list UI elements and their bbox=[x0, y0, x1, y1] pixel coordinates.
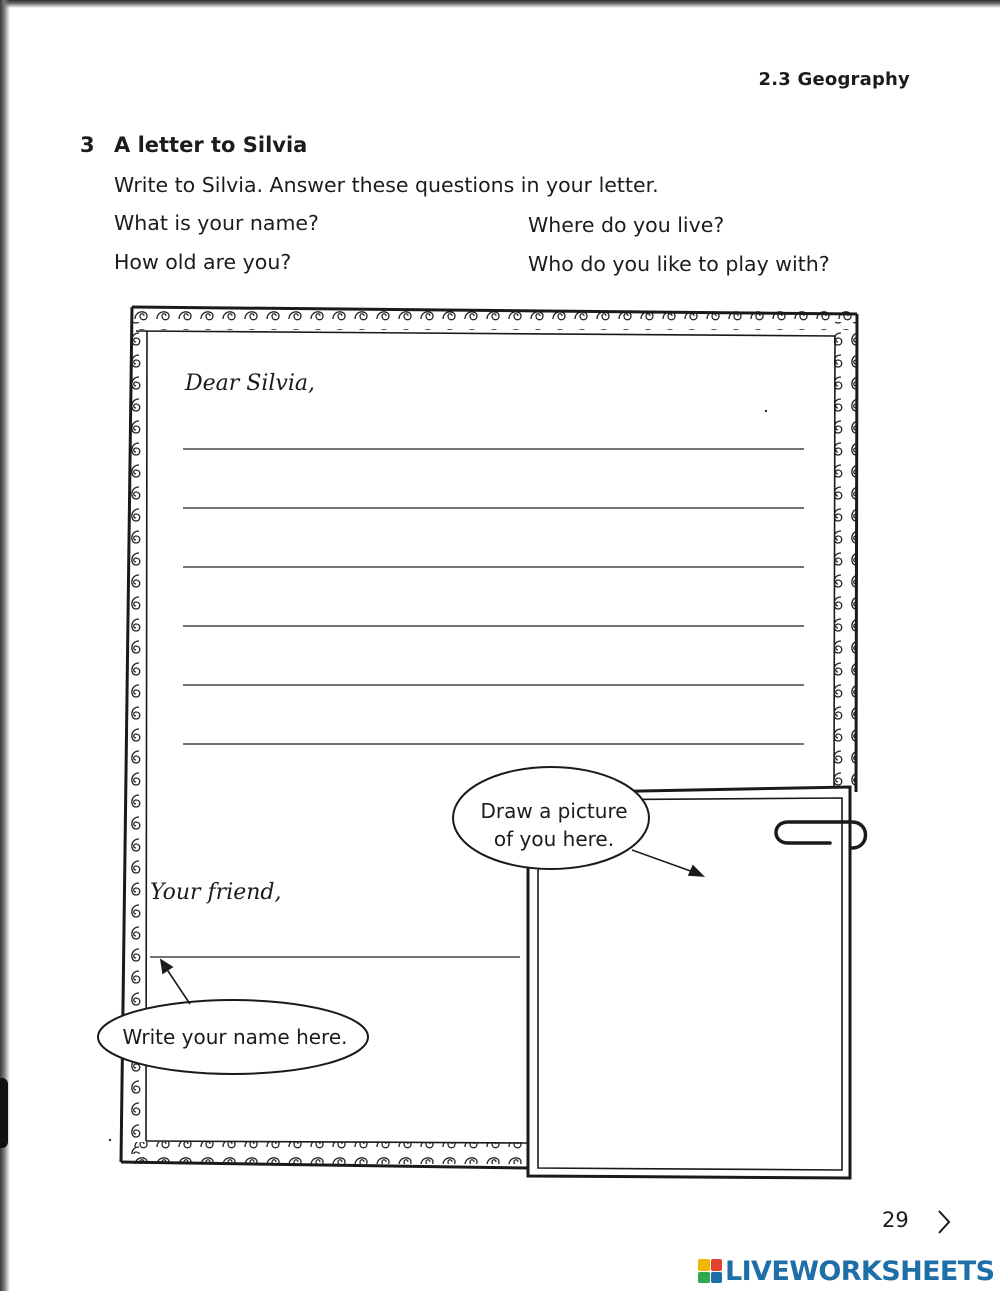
draw-bubble-line1: Draw a picture bbox=[480, 799, 628, 823]
chevron-right-icon[interactable] bbox=[934, 1208, 954, 1236]
logo-text: LIVEWORKSHEETS bbox=[725, 1255, 995, 1287]
section-heading: 2.3 Geography bbox=[758, 69, 910, 90]
page-number: 29 bbox=[882, 1208, 909, 1232]
writing-lines bbox=[183, 449, 804, 744]
liveworksheets-mark-icon bbox=[698, 1259, 722, 1283]
exercise-instruction: Write to Silvia. Answer these questions in your letter. bbox=[114, 173, 659, 197]
question-live: Where do you live? bbox=[528, 213, 725, 237]
question-age: How old are you? bbox=[114, 250, 292, 274]
exercise-title: A letter to Silvia bbox=[114, 133, 308, 157]
draw-bubble-line2: of you here. bbox=[493, 827, 615, 851]
exercise-number: 3 bbox=[80, 133, 95, 157]
question-name: What is your name? bbox=[114, 211, 319, 235]
name-arrow bbox=[161, 960, 190, 1004]
name-bubble-text: Write your name here. bbox=[122, 1025, 348, 1049]
letter-closing: Your friend, bbox=[150, 880, 282, 905]
letter-salutation: Dear Silvia, bbox=[185, 371, 316, 396]
question-play: Who do you like to play with? bbox=[528, 252, 830, 276]
draw-bubble-text bbox=[456, 797, 652, 853]
liveworksheets-logo[interactable] bbox=[698, 1256, 998, 1286]
